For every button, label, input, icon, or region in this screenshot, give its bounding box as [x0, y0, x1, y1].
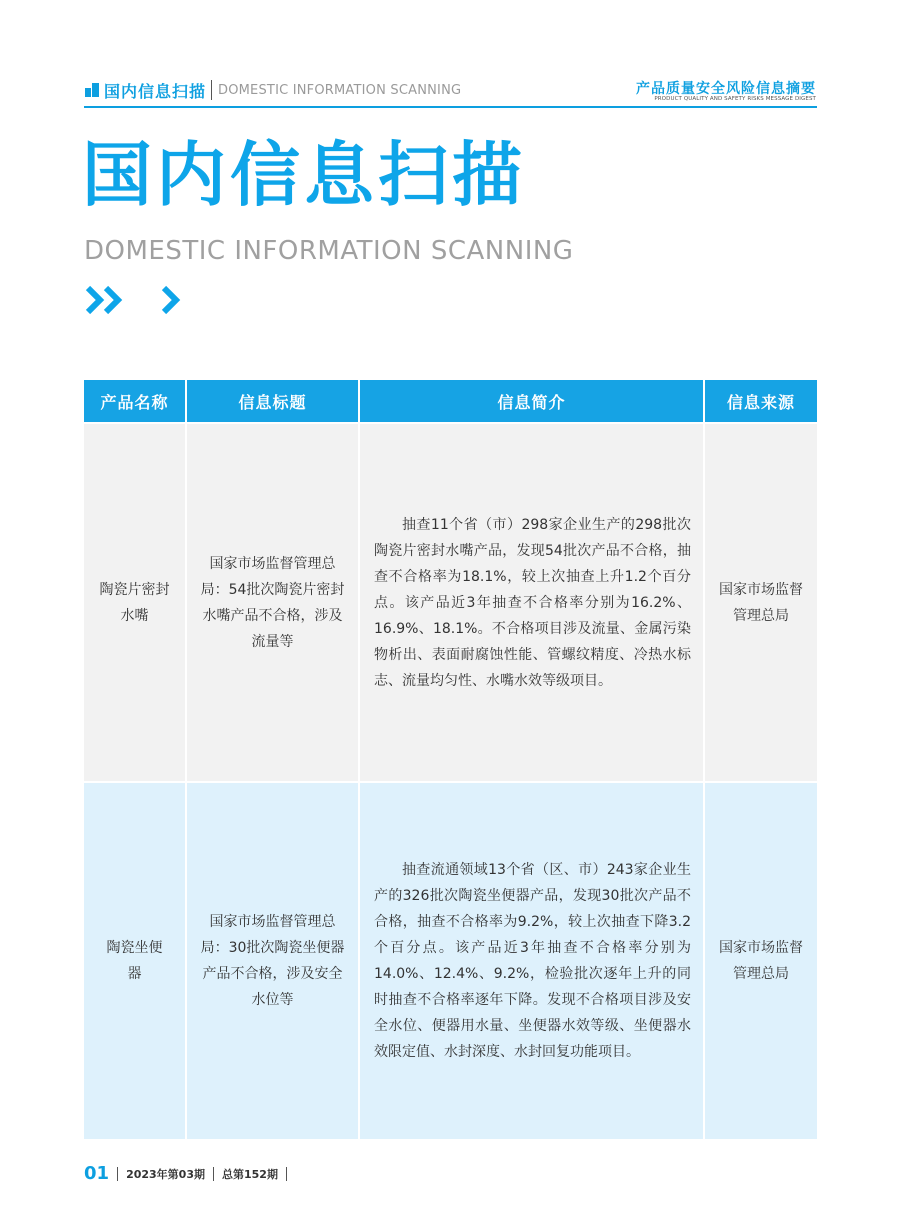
info-source-cell	[705, 424, 817, 781]
table-row	[84, 783, 817, 1139]
info-source: 国家市场监督管理总局	[719, 581, 803, 624]
header-info-source: 信息来源	[726, 392, 795, 412]
info-summary: 抽查11个省（市）298家企业生产的298批次陶瓷片密封水嘴产品，发现54批次产品不合格，抽查不合格率为18.1%，较上次抽查上升1.2个百分点。该产品近3年抽查不合格率分别为16.2%、16.9%、18.1%。不合格项目涉及流量、金属污染物析出、表面耐腐蚀性能、管螺纹精度、冷热水标志、流量均匀性、水嘴水效等级项目。	[374, 516, 691, 689]
info-title: 国家市场监督管理总局：30批次陶瓷坐便器产品不合格，涉及安全水位等	[200, 914, 345, 1008]
info-title: 国家市场监督管理总局：54批次陶瓷片密封水嘴产品不合格，涉及流量等	[200, 555, 345, 650]
footer-divider	[286, 1167, 287, 1181]
header-section-en: DOMESTIC INFORMATION SCANNING	[218, 83, 462, 98]
product-name: 陶瓷坐便器	[106, 940, 163, 982]
chevron-arrows-icon	[84, 282, 194, 318]
info-source: 国家市场监督管理总局	[719, 940, 803, 982]
info-summary-cell	[360, 424, 705, 781]
info-summary-cell	[360, 783, 705, 1139]
header-section-cn: 国内信息扫描	[104, 82, 207, 101]
page-number: 01	[84, 1163, 110, 1184]
header-info-title: 信息标题	[187, 380, 360, 422]
header-info-summary: 信息简介	[360, 380, 705, 422]
product-name-cell	[84, 424, 187, 781]
issue-label: 2023年第03期	[126, 1167, 205, 1181]
page-footer	[84, 1163, 295, 1184]
header-product-name: 产品名称	[84, 380, 187, 422]
page-title-cn: 国内信息扫描	[82, 134, 526, 216]
publication-title-en: PRODUCT QUALITY AND SAFETY RISKS MESSAGE DIGEST	[654, 96, 816, 102]
info-summary: 抽查流通领域13个省（区、市）243家企业生产的326批次陶瓷坐便器产品，发现30批次产品不合格，抽查不合格率为9.2%，较上次抽查下降3.2个百分点。该产品近3年抽查不合格率分别为14.0%、12.4%、9.2%，检验批次逐年上升的同时抽查不合格率逐年下降。发现不合格项目涉及安全水位、便器用水量、坐便器水效等级、坐便器水效限定值、水封深度、水封回复功能项目。	[374, 862, 691, 1060]
header-divider	[211, 80, 212, 100]
publication-title-cn: 产品质量安全风险信息摘要	[636, 81, 816, 97]
header-rule	[84, 106, 817, 108]
table-row	[84, 424, 817, 781]
footer-divider	[117, 1167, 118, 1181]
product-name-cell	[84, 783, 187, 1139]
page-title-en: DOMESTIC INFORMATION SCANNING	[84, 236, 574, 266]
product-name: 陶瓷片密封水嘴	[99, 581, 170, 624]
info-title-cell	[187, 783, 360, 1139]
total-issue-label: 总第152期	[222, 1167, 278, 1181]
table-header	[84, 380, 817, 422]
info-source-cell	[705, 783, 817, 1139]
section-logo-icon	[85, 83, 99, 97]
info-table	[84, 380, 817, 1139]
footer-divider	[213, 1167, 214, 1181]
info-title-cell	[187, 424, 360, 781]
